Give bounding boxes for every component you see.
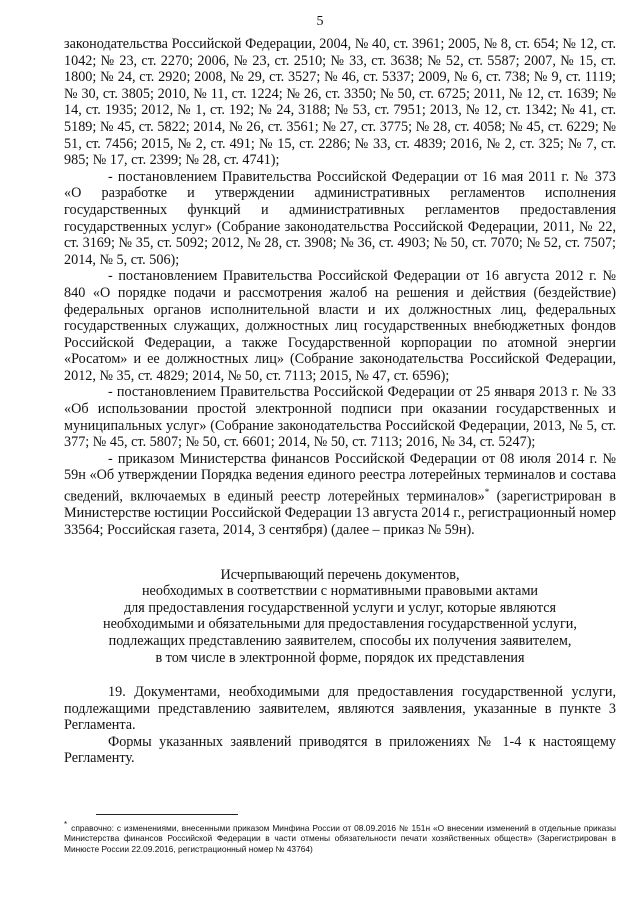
document-body	[64, 36, 616, 767]
section-heading	[64, 567, 616, 667]
reference-resolution-840: - постановлением Правительства Российской Федерации от 16 августа 2012 г. № 840 «О порядке подачи и рассмотрения жалоб на решения и действия (бездействие) федеральных органов исполнительной власти и их должностных лиц, федеральных государственных служащих, должностных лиц государственных внебюджетных фондов Российской Федерации, а также Государственной корпорации по атомной энергии «Росатом» и ее должностных лиц» (Собрание законодательства Российской Федерации, 2012, № 35, ст. 4829; 2014, № 50, ст. 7113; 2015, № 47, ст. 6596);	[64, 268, 616, 384]
clause-19: 19. Документами, необходимыми для предоставления государственной услуги, подлежащими представлению заявителем, являются заявления, указанные в пункте 3 Регламента.	[64, 684, 616, 734]
heading-line: необходимых в соответствии с нормативными правовыми актами	[141, 583, 539, 600]
reference-resolution-373: - постановлением Правительства Российской Федерации от 16 мая 2011 г. № 373 «О разработке и утверждении административных регламентов исполнения государственных функций и административных регламентов предоставления государственных услуг» (Собрание законодательства Российской Федерации, 2011, № 22, ст. 3169; № 35, ст. 5092; 2012, № 28, ст. 3908; № 36, ст. 4903; № 50, ст. 7070; № 52, ст. 7507; 2014, № 5, ст. 506);	[64, 168, 616, 268]
order-59n-text: - приказом Министерства финансов Российской Федерации от 08 июля 2014 г. № 59н «Об утверждении Порядка ведения единого реестра лотерейных терминалов и состава сведений, включаемых в единый реестр лотерейных терминалов»	[64, 450, 616, 505]
heading-line: Исчерпывающий перечень документов,	[220, 566, 460, 583]
page-number: 5	[316, 14, 324, 29]
footnote	[64, 820, 616, 855]
footnote-reference-mark: *	[484, 487, 490, 498]
reference-order-59n	[64, 451, 616, 539]
legal-references-continuation: законодательства Российской Федерации, 2004, № 40, ст. 3961; 2005, № 8, ст. 654; № 12, ст. 1042; № 23, ст. 2270; 2006, № 23, ст. 2510; № 33, ст. 3638; № 52, ст. 5587; 2007, № 15, ст. 1800; № 24, ст. 2920; 2008, № 29, ст. 3527; № 46, ст. 5337; 2009, № 6, ст. 738; № 9, ст. 1119; № 30, ст. 3805; 2010, № 11, ст. 1224; № 26, ст. 3350; № 50, ст. 6725; 2011, № 12, ст. 1639; № 14, ст. 1935; 2012, № 1, ст. 192; № 24, 3188; № 53, ст. 7951; 2013, № 12, ст. 1342; № 41, ст. 5189; № 45, ст. 5822; 2014, № 26, ст. 3561; № 27, ст. 3775; № 28, ст. 4058; № 45, ст. 6229; № 51, ст. 7456; 2015, № 2, ст. 491; № 15, ст. 2286; № 33, ст. 4839; 2016, № 2, ст. 325; № 7, ст. 985; № 17, ст. 2399; № 28, ст. 4741);	[64, 36, 616, 169]
heading-line: подлежащих представлению заявителем, способы их получения заявителем,	[108, 632, 572, 649]
order-59n-registration: (зарегистрирован в Министерстве юстиции Российской Федерации 13 августа 2014 г., регистрационный номер 33564; Российская газета, 2014, 3 сентября) (далее – приказ № 59н).	[64, 488, 616, 538]
footnote-mark: *	[64, 820, 68, 829]
reference-resolution-33: - постановлением Правительства Российской Федерации от 25 января 2013 г. № 33 «Об использовании простой электронной подписи при оказании государственных и муниципальных услуг» (Собрание законодательства Российской Федерации, 2013, № 5, ст. 377; № 45, ст. 5807; № 50, ст. 6601; 2014, № 50, ст. 7113; 2016, № 34, ст. 5247);	[64, 384, 616, 451]
heading-line: для предоставления государственной услуги и услуг, которые являются	[123, 599, 557, 616]
footnote-divider	[96, 814, 238, 815]
heading-line: необходимыми и обязательными для предоставления государственной услуги,	[103, 616, 577, 633]
heading-line: в том числе в электронной форме, порядок их представления	[155, 649, 525, 666]
footnote-text: справочно: с изменениями, внесенными приказом Минфина России от 08.09.2016 № 151н «О внесении изменений в отдельные приказы Министерства финансов Российской Федерации в части отмены обязательности печати хозяйственных обществ» (Зарегистрирован в Минюсте России 22.09.2016, регистрационный номер № 43764)	[64, 822, 616, 854]
forms-note: Формы указанных заявлений приводятся в приложениях № 1-4 к настоящему Регламенту.	[64, 733, 616, 767]
